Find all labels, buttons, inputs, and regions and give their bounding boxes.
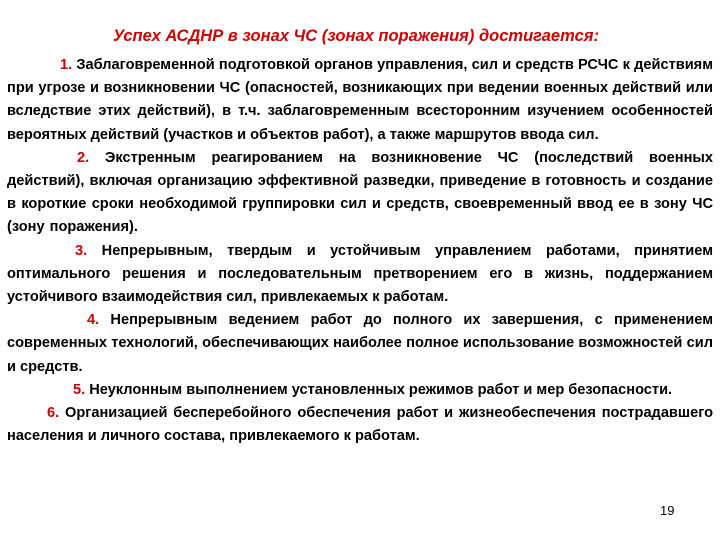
item-number-4: 4. bbox=[87, 312, 100, 329]
item-text-6: Организацией бесперебойного обеспечения работ и жизнеобеспечения пострадавшего населения и личного состава, привлекаемого к работам. bbox=[7, 405, 713, 445]
slide-title: Успех АСДНР в зонах ЧС (зонах поражения) достигается: bbox=[113, 27, 599, 45]
list-item-1 bbox=[7, 54, 713, 147]
item-number-6: 6. bbox=[47, 405, 60, 422]
item-text-5: Неуклонным выполнением установленных режимов работ и мер безопасности. bbox=[85, 381, 673, 398]
item-text-3: Непрерывным, твердым и устойчивым управлением работами, принятием оптимального решения и последовательным претворением его в жизнь, поддержанием устойчивого взаимодействия сил, привлекаемых к работам. bbox=[7, 242, 713, 306]
item-text-4: Непрерывным ведением работ до полного их завершения, с применением современных технологий, обеспечивающих наиболее полное использование возможностей сил и средств. bbox=[7, 312, 713, 375]
item-number-1: 1. bbox=[60, 57, 73, 73]
list-item-6 bbox=[7, 402, 713, 448]
list-item-3 bbox=[7, 240, 713, 310]
list-item-5 bbox=[7, 379, 713, 402]
item-text-1: Заблаговременной подготовкой органов управления, сил и средств РСЧС к действиям при угрозе и возникновении ЧС (опасностей, возникающих при ведении военных действий или вследствие этих действий), в т.ч. заблаговременным всесторонним изучением особенностей вероятных действий (участков и объектов работ), а также маршрутов ввода сил. bbox=[7, 57, 713, 143]
item-text-2: Экстренным реагированием на возникновение ЧС (последствий военных действий), включая организацию эффективной разведки, приведение в готовность и создание в короткие сроки необходимой группировки сил и средств, своевременный ввод ее в зону ЧС (зону поражения). bbox=[7, 149, 713, 236]
page-number: 19 bbox=[660, 503, 675, 518]
item-number-5: 5. bbox=[73, 381, 86, 398]
slide-body bbox=[7, 54, 713, 448]
item-number-3: 3. bbox=[75, 242, 88, 259]
item-number-2: 2. bbox=[77, 149, 90, 166]
list-item-2 bbox=[7, 147, 713, 240]
list-item-4 bbox=[7, 309, 713, 379]
